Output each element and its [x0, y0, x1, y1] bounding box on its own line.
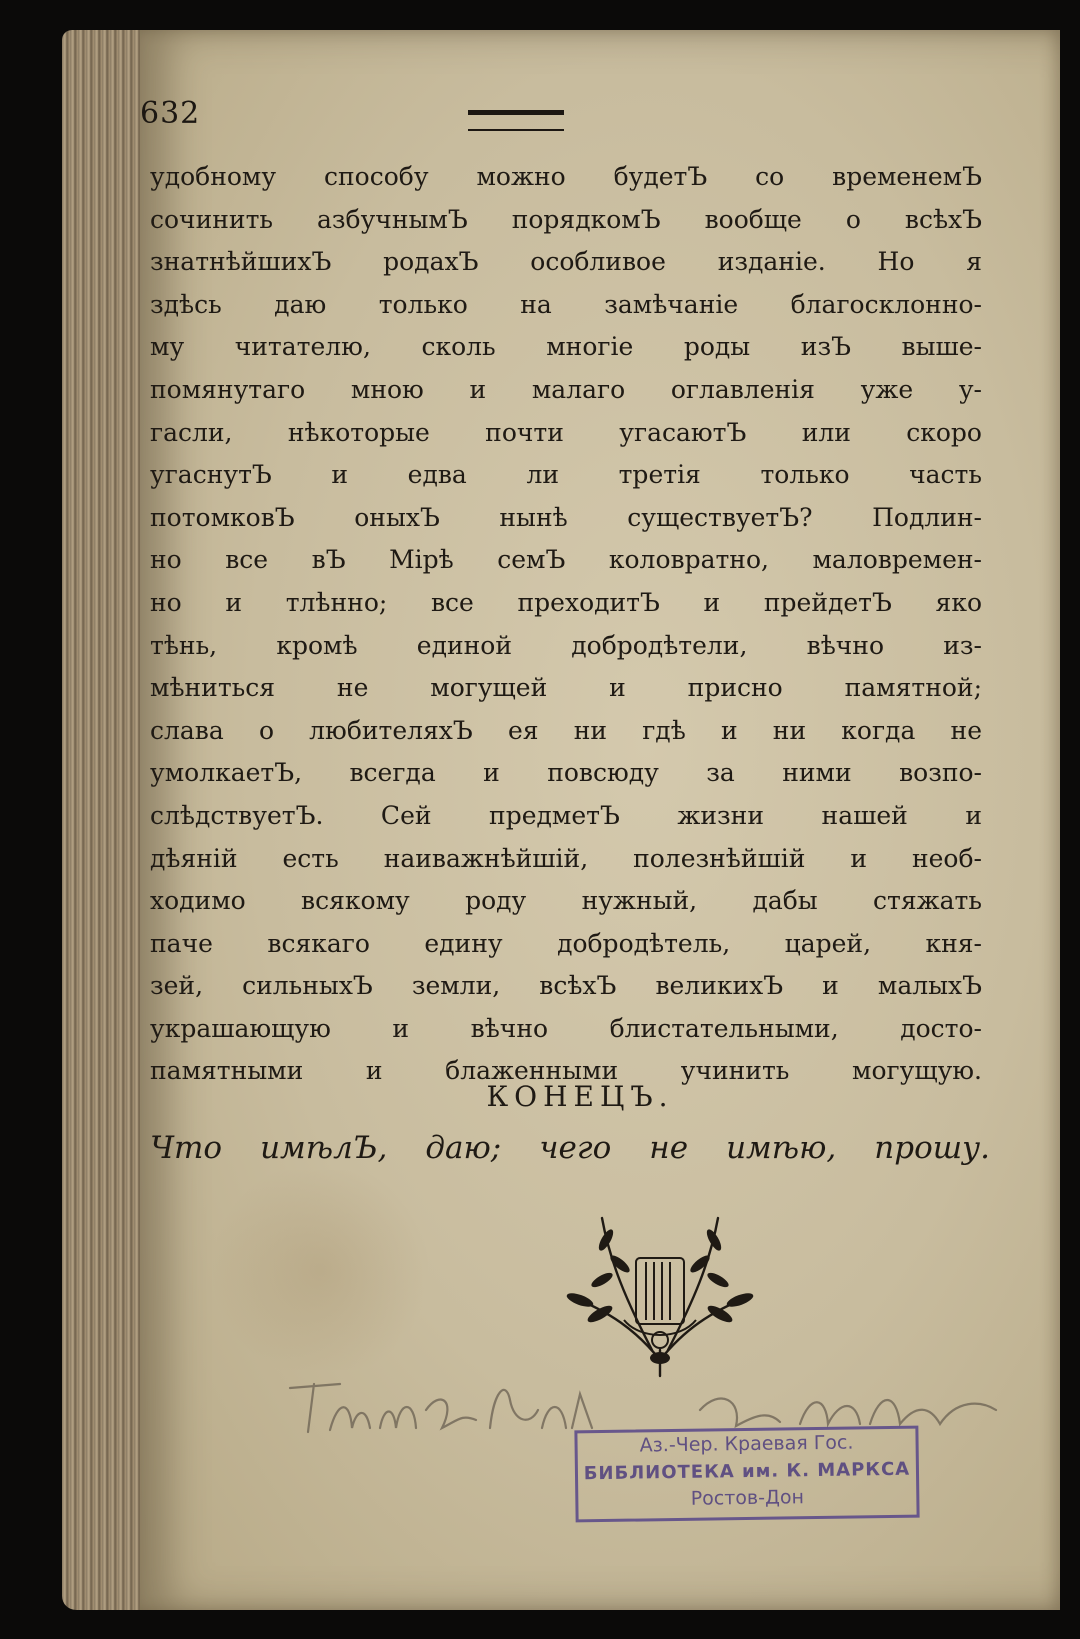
text-line: украшающую и вѣчно блистательными, достo-: [150, 1013, 982, 1043]
text-line: удобному способу можно будетЪ со временемЪ: [150, 162, 982, 191]
text-line: мѣниться не могущей и присно памятной;: [150, 673, 982, 703]
text-line: здѣсь даю только на замѣчаніе благосклонно-: [150, 289, 982, 319]
text-line: знатнѣйшихЪ родахЪ особливое изданіе. Но я: [150, 247, 982, 277]
text-line: угаснутЪ и едва ли третія только часть: [150, 460, 982, 490]
closing-motto: Что имѣлЪ, даю; чего не имѣю, прошу.: [150, 1130, 990, 1166]
stamp-line-3: Ростов-Дон: [690, 1486, 805, 1510]
text-line: му читателю, сколь многіе роды изЪ выше-: [150, 332, 982, 362]
ornament-vignette-icon: [540, 1200, 780, 1384]
text-line: тѣнь, кромѣ единой добродѣтели, вѣчно из-: [150, 630, 982, 660]
finis-heading: КОНЕЦЪ.: [486, 1080, 674, 1113]
paper-stain: [200, 1170, 440, 1370]
header-rule: [468, 110, 564, 131]
text-line: ходимо всякому роду нужный, дабы стяжать: [150, 886, 982, 916]
text-line: но и тлѣнно; все преходитЪ и прейдетЪ яко: [150, 587, 982, 617]
page-number: 632: [140, 96, 201, 131]
library-stamp: [574, 1426, 919, 1523]
text-line: паче всякаго едину добродѣтель, царей, кня-: [150, 928, 982, 958]
text-line: потомковЪ оныхЪ нынѣ существуетЪ? Подлин-: [150, 502, 982, 532]
text-line: зей, сильныхЪ земли, всѣхЪ великихЪ и малыхЪ: [150, 971, 982, 1001]
text-line: слѣдствуетЪ. Сей предметЪ жизни нашей и: [150, 800, 982, 830]
text-line: памятными и блаженными учинить могущую.: [150, 1056, 982, 1086]
stamp-line-1: Аз.-Чер. Краевая Гос.: [639, 1431, 854, 1457]
text-line: дѣяній есть наиважнѣйшій, полезнѣйшій и необ-: [150, 843, 982, 873]
text-line: слава о любителяхЪ ея ни гдѣ и ни когда не: [150, 715, 982, 745]
stamp-line-2: БИБЛИОТЕКА им. К. МАРКСА: [583, 1458, 911, 1485]
text-line: гасли, нѣкоторые почти угасаютЪ или скоро: [150, 417, 982, 447]
text-line: помянутаго мною и малаго оглавленія уже у-: [150, 374, 982, 404]
body-text: [150, 156, 982, 1093]
text-line: но все вЪ Мірѣ семЪ коловратно, маловремен-: [150, 545, 982, 575]
text-line: сочинить азбучнымЪ порядкомЪ вообще о всѣхЪ: [150, 204, 982, 234]
text-line: умолкаетЪ, всегда и повсюду за ними возпо-: [150, 758, 982, 788]
